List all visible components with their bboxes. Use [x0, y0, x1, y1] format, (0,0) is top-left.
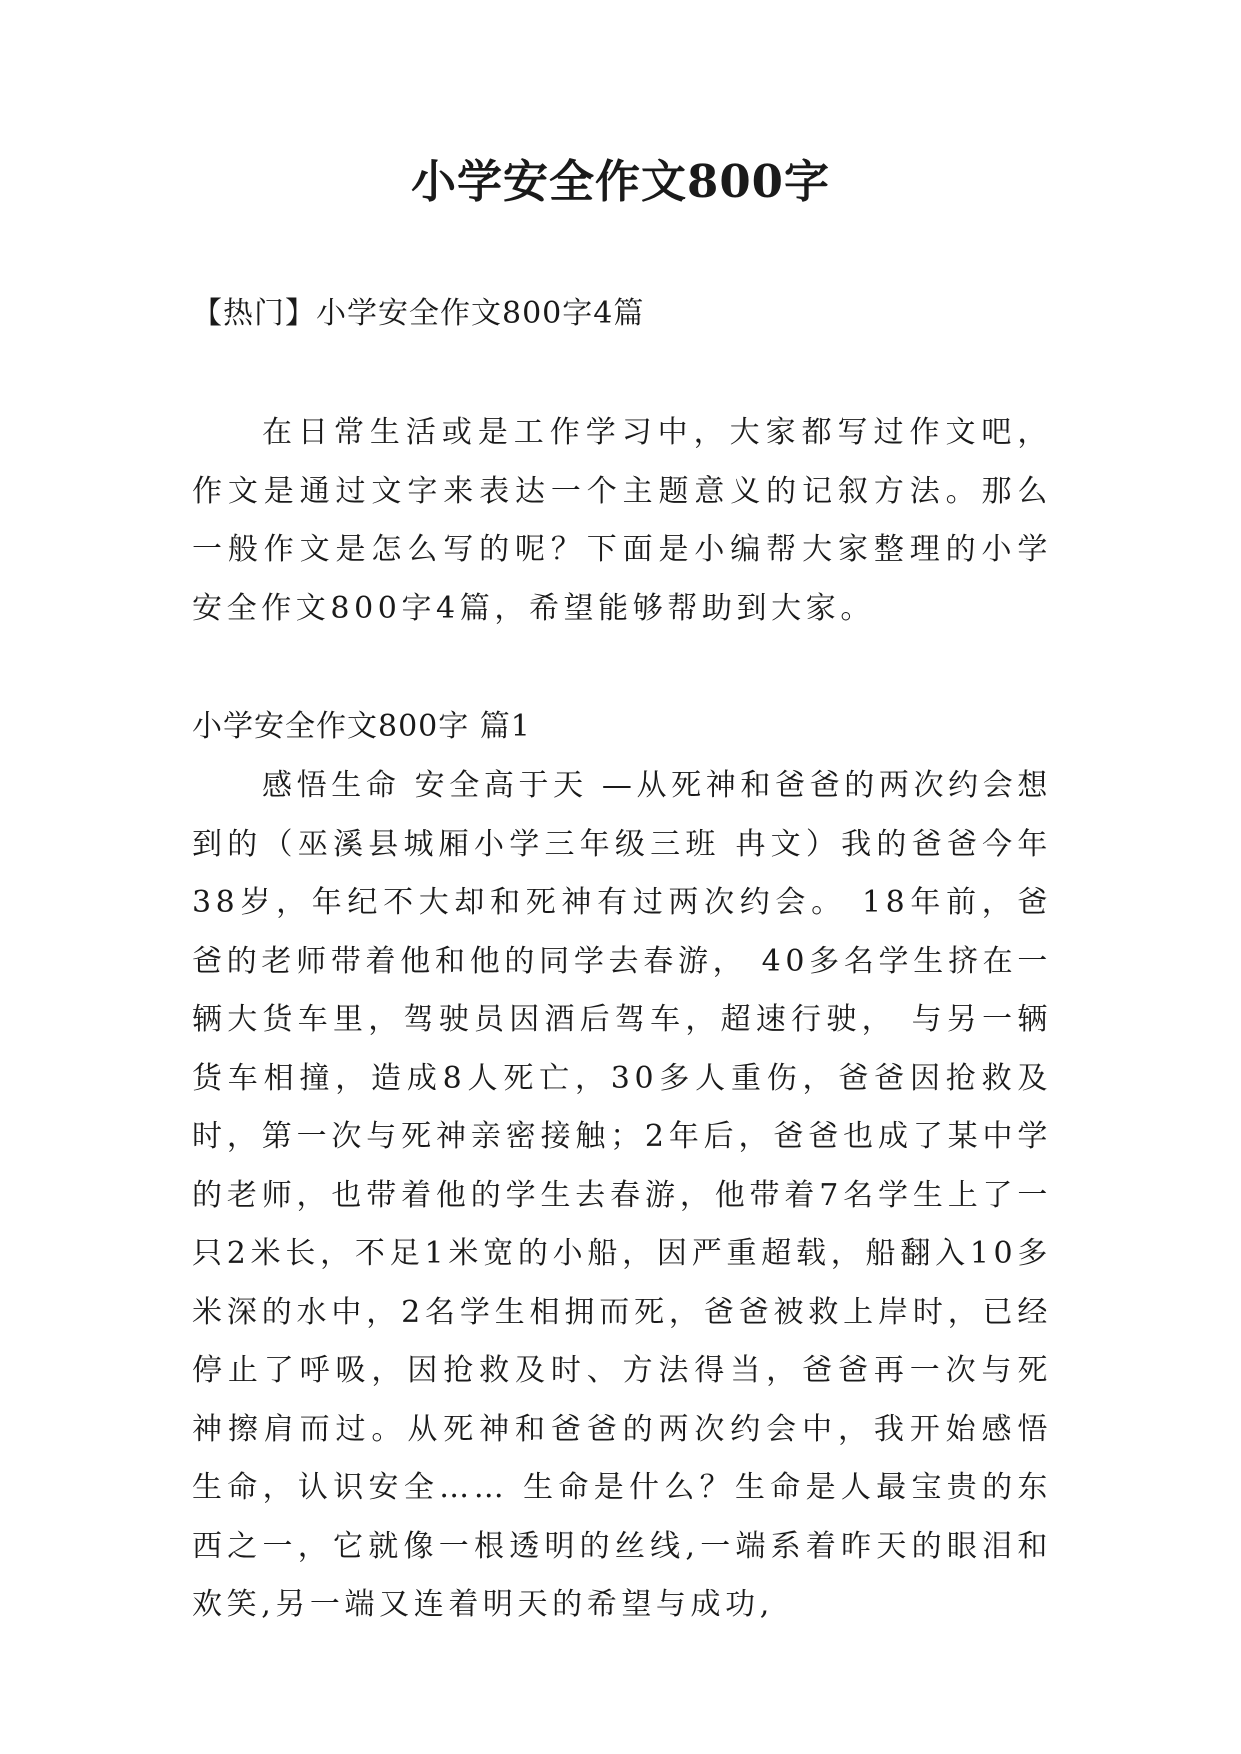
document-subtitle: 【热门】小学安全作文800字4篇	[192, 296, 645, 331]
intro-paragraph: 在日常生活或是工作学习中，大家都写过作文吧，作文是通过文字来表达一个主题意义的记叙方法。那么一般作文是怎么写的呢？下面是小编帮大家整理的小学安全作文800字4篇，希望能够帮助到大家。	[192, 415, 1052, 626]
section-heading: 小学安全作文800字 篇1	[192, 709, 531, 744]
document-title: 小学安全作文800字	[411, 155, 830, 208]
section-body-paragraph: 感悟生命 安全高于天 —从死神和爸爸的两次约会想到的（巫溪县城厢小学三年级三班 冉文）我的爸爸今年38岁，年纪不大却和死神有过两次约会。 18年前，爸爸的老师带着他和他的同学去春游， 40多名学生挤在一辆大货车里，驾驶员因酒后驾车，超速行驶， 与另一辆货车相撞，造成8人死亡，30多人重伤，爸爸因抢救及时，第一次与死神亲密接触；2年后，爸爸也成了某中学的老师，也带着他的学生去春游，他带着7名学生上了一只2米长，不足1米宽的小船，因严重超载，船翻入10多米深的水中，2名学生相拥而死，爸爸被救上岸时，已经停止了呼吸，因抢救及时、方法得当，爸爸再一次与死神擦肩而过。从死神和爸爸的两次约会中，我开始感悟生命，认识安全…… 生命是什么？生命是人最宝贵的东西之一，它就像一根透明的丝线,一端系着昨天的眼泪和欢笑,另一端又连着明天的希望与成功,	[192, 768, 1052, 1622]
